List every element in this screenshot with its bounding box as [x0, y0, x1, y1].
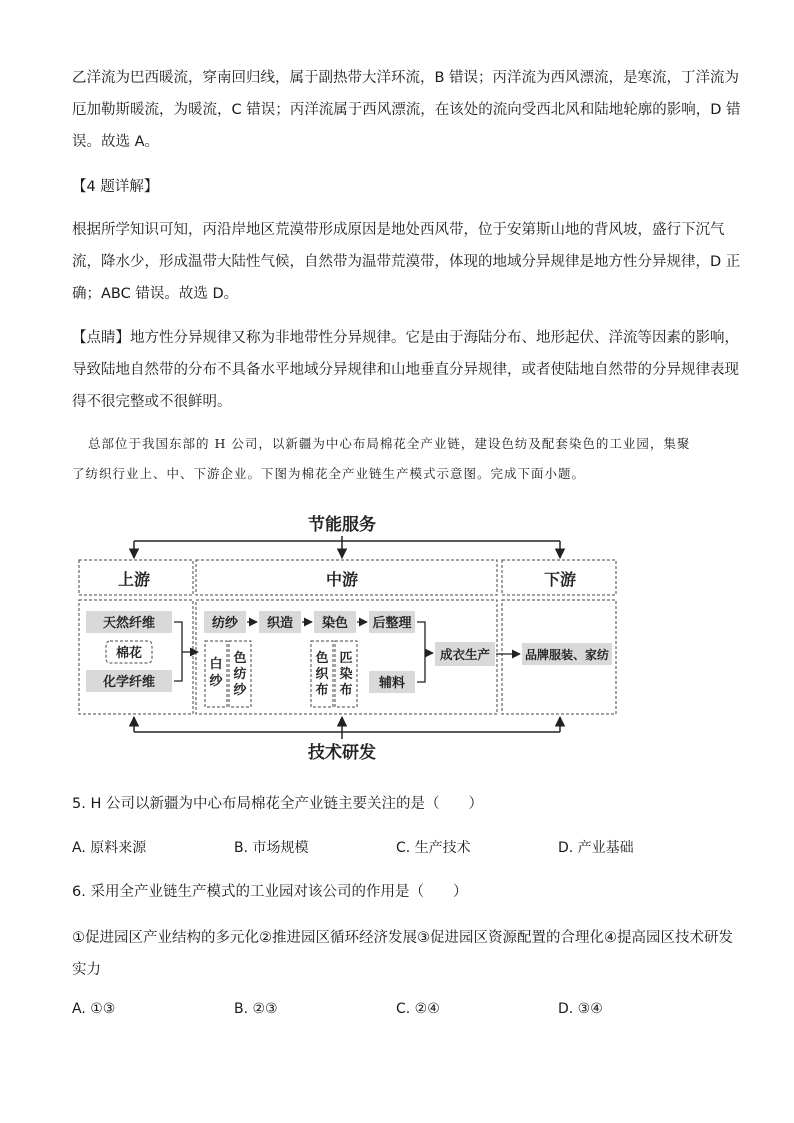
- explanation-line: 确；ABC 错误。故选 D。: [72, 286, 239, 302]
- brand-label: 品牌服装、家纺: [524, 648, 610, 662]
- piece-dyed-char: 布: [339, 683, 353, 698]
- upstream-label: 上游: [117, 570, 151, 589]
- cotton-label: 棉花: [115, 646, 143, 661]
- tip-line: 【点睛】地方性分异规律又称为非地带性分异规律。它是由于海陆分布、地形起伏、洋流等因素的影响，: [72, 330, 739, 346]
- explanation-line: 误。故选 A。: [72, 134, 160, 150]
- q5-option-d[interactable]: D. 产业基础: [558, 840, 634, 856]
- color-yarn-char: 纺: [233, 667, 247, 682]
- q6-option-d[interactable]: D. ③④: [558, 1001, 603, 1017]
- cotton-industry-chain-diagram: [70, 505, 630, 767]
- material-line: 总部位于我国东部的 H 公司，以新疆为中心布局棉花全产业链，建设色纺及配套染色的工业园，集聚: [88, 436, 691, 451]
- question-6-stem: 6. 采用全产业链生产模式的工业园对该公司的作用是（ ）: [72, 884, 468, 900]
- spinning-label: 纺纱: [211, 616, 239, 631]
- color-yarn-char: 色: [233, 651, 247, 666]
- piece-dyed-char: 染: [339, 667, 353, 682]
- q6-option-a[interactable]: A. ①③: [72, 1001, 116, 1017]
- color-fabric-char: 布: [315, 683, 329, 698]
- color-fabric-char: 织: [315, 667, 329, 682]
- finishing-label: 后整理: [372, 616, 412, 631]
- explanation-line: 厄加勒斯暖流，为暖流，C 错误；丙洋流属于西风漂流，在该处的流向受西北风和陆地轮廓的影响，D 错: [72, 102, 741, 118]
- question-4-heading: 【4 题详解】: [72, 179, 159, 195]
- natural-fiber-label: 天然纤维: [102, 616, 156, 631]
- tip-line: 导致陆地自然带的分布不具备水平地域分异规律和山地垂直分异规律，或者使陆地自然带的分异规律表现: [72, 362, 739, 378]
- weaving-label: 织造: [266, 616, 294, 631]
- fiber-bracket: [174, 622, 182, 681]
- garment-label: 成衣生产: [439, 647, 491, 662]
- material-line: 了纺织行业上、中、下游企业。下图为棉花全产业链生产模式示意图。完成下面小题。: [72, 466, 586, 481]
- white-yarn-char: 纱: [209, 674, 223, 689]
- midstream-label: 中游: [325, 570, 359, 589]
- accessories-label: 辅料: [378, 676, 406, 691]
- finishing-accessories-bracket: [417, 622, 425, 682]
- piece-dyed-char: 匹: [339, 651, 353, 666]
- question-6-statements: 实力: [72, 962, 101, 978]
- q6-option-c[interactable]: C. ②④: [396, 1001, 440, 1017]
- question-5-stem: 5. H 公司以新疆为中心布局棉花全产业链主要关注的是（ ）: [72, 796, 483, 812]
- white-yarn-char: 白: [209, 657, 223, 672]
- question-6-statements: ①促进园区产业结构的多元化②推进园区循环经济发展③促进园区资源配置的合理化④提高园区技术研发: [72, 930, 733, 946]
- chemical-fiber-label: 化学纤维: [102, 675, 156, 690]
- tech-rnd-label: 技术研发: [308, 743, 376, 763]
- color-yarn-char: 纱: [233, 683, 247, 698]
- tip-line: 得不很完整或不很鲜明。: [72, 394, 232, 410]
- explanation-line: 根据所学知识可知，丙沿岸地区荒漠带形成原因是地处西风带，位于安第斯山地的背风坡，盛行下沉气: [72, 222, 725, 238]
- explanation-line: 流，降水少，形成温带大陆性气候，自然带为温带荒漠带，体现的地域分异规律是地方性分异规律，D 正: [72, 254, 741, 270]
- q6-option-b[interactable]: B. ②③: [234, 1001, 278, 1017]
- explanation-line: 乙洋流为巴西暖流，穿南回归线，属于副热带大洋环流，B 错误；丙洋流为西风漂流，是寒流，丁洋流为: [72, 70, 740, 86]
- downstream-label: 下游: [543, 570, 577, 589]
- q5-option-a[interactable]: A. 原料来源: [72, 840, 147, 856]
- energy-service-label: 节能服务: [308, 515, 376, 535]
- q5-option-c[interactable]: C. 生产技术: [396, 840, 471, 856]
- color-fabric-char: 色: [315, 651, 329, 666]
- q5-option-b[interactable]: B. 市场规模: [234, 840, 309, 856]
- dyeing-label: 染色: [321, 616, 349, 631]
